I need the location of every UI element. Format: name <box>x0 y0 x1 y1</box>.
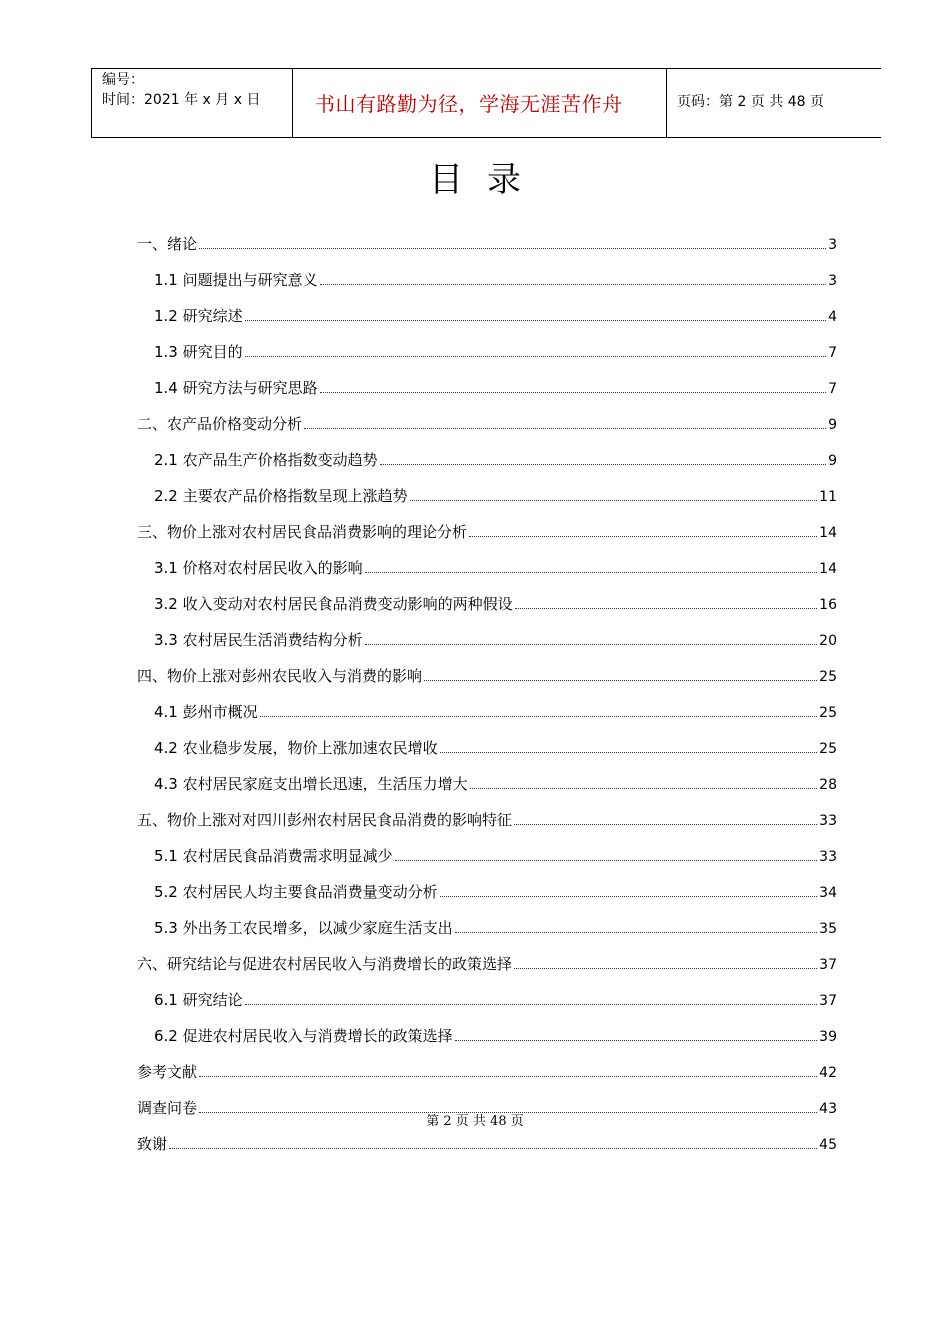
toc-entry[interactable] <box>154 773 837 795</box>
toc-entry-page: 7 <box>828 345 837 361</box>
toc-entry-page: 33 <box>819 849 837 865</box>
toc-leader <box>199 233 826 249</box>
toc-entry-text: 2.2 主要农产品价格指数呈现上涨趋势 <box>154 487 408 505</box>
toc-entry-page: 35 <box>819 921 837 937</box>
serial-number-label: 编号： <box>102 72 144 88</box>
page-number-footer: 第 2 页 共 48 页 <box>426 1114 524 1129</box>
toc-entry-text: 3.1 价格对农村居民收入的影响 <box>154 559 363 577</box>
motto-text: 书山有路勤为径，学海无涯苦作舟 <box>315 92 623 116</box>
toc-entry-page: 25 <box>819 741 837 757</box>
toc-entry-text: 一、绪论 <box>137 235 198 253</box>
toc-entry-text: 五、物价上涨对对四川彭州农村居民食品消费的影响特征 <box>137 811 513 829</box>
toc-entry[interactable] <box>154 701 837 723</box>
toc-leader <box>365 557 818 573</box>
toc-entry-page: 39 <box>819 1029 837 1045</box>
toc-leader <box>304 413 826 429</box>
toc-entry[interactable] <box>137 233 837 255</box>
toc-entry-page: 14 <box>819 561 837 577</box>
toc-leader <box>365 629 818 645</box>
header-meta-cell <box>91 69 293 137</box>
toc-entry-text: 6.2 促进农村居民收入与消费增长的政策选择 <box>154 1027 453 1045</box>
toc-entry-page: 37 <box>819 957 837 973</box>
toc-entry[interactable] <box>154 449 837 471</box>
toc-entry-page: 42 <box>819 1065 837 1081</box>
header-motto-cell <box>293 69 667 137</box>
toc-leader <box>199 1097 817 1113</box>
toc-leader <box>395 845 818 861</box>
toc-entry[interactable] <box>154 917 837 939</box>
toc-leader <box>245 989 818 1005</box>
toc-entry-page: 3 <box>828 273 837 289</box>
toc-leader <box>245 305 826 321</box>
toc-entry-text: 4.1 彭州市概况 <box>154 703 258 721</box>
toc-entry-text: 1.2 研究综述 <box>154 307 243 325</box>
toc-entry-page: 7 <box>828 381 837 397</box>
toc-entry[interactable] <box>137 953 837 975</box>
toc-entry-text: 1.3 研究目的 <box>154 343 243 361</box>
toc-entry[interactable] <box>154 485 837 507</box>
toc-entry-text: 1.1 问题提出与研究意义 <box>154 271 318 289</box>
toc-entry-text: 5.3 外出务工农民增多，以减少家庭生活支出 <box>154 919 453 937</box>
toc-entry[interactable] <box>154 305 837 327</box>
toc-entry-text: 2.1 农产品生产价格指数变动趋势 <box>154 451 378 469</box>
document-header <box>91 68 881 138</box>
toc-entry[interactable] <box>137 413 837 435</box>
toc-entry-text: 1.4 研究方法与研究思路 <box>154 379 318 397</box>
page-title: 目录 <box>429 160 545 200</box>
toc-leader <box>424 665 817 681</box>
toc-entry-page: 3 <box>828 237 837 253</box>
toc-entry-text: 四、物价上涨对彭州农民收入与消费的影响 <box>137 667 423 685</box>
toc-entry[interactable] <box>154 737 837 759</box>
toc-entry-page: 9 <box>828 417 837 433</box>
toc-entry[interactable] <box>137 1133 837 1155</box>
toc-leader <box>320 377 826 393</box>
toc-entry-page: 4 <box>828 309 837 325</box>
toc-leader <box>455 1025 818 1041</box>
toc-entry-text: 二、农产品价格变动分析 <box>137 415 303 433</box>
toc-leader <box>320 269 826 285</box>
toc-entry[interactable] <box>154 377 837 399</box>
toc-leader <box>380 449 826 465</box>
toc-leader <box>514 953 817 969</box>
toc-entry-page: 20 <box>819 633 837 649</box>
toc-entry-page: 25 <box>819 669 837 685</box>
toc-entry-page: 11 <box>819 489 837 505</box>
toc-entry-text: 3.3 农村居民生活消费结构分析 <box>154 631 363 649</box>
toc-entry-text: 致谢 <box>137 1135 168 1153</box>
toc-leader <box>440 881 818 897</box>
toc-entry[interactable] <box>154 341 837 363</box>
toc-leader <box>410 485 818 501</box>
toc-entry-page: 25 <box>819 705 837 721</box>
toc-entry[interactable] <box>154 1025 837 1047</box>
toc-entry-page: 43 <box>819 1101 837 1117</box>
toc-entry-page: 28 <box>819 777 837 793</box>
toc-leader <box>470 773 818 789</box>
toc-entry-text: 5.1 农村居民食品消费需求明显减少 <box>154 847 393 865</box>
toc-entry[interactable] <box>154 269 837 291</box>
toc-entry-text: 3.2 收入变动对农村居民食品消费变动影响的两种假设 <box>154 595 513 613</box>
toc-leader <box>260 701 818 717</box>
toc-leader <box>199 1061 817 1077</box>
toc-entry[interactable] <box>154 629 837 651</box>
toc-leader <box>469 521 817 537</box>
toc-entry-page: 33 <box>819 813 837 829</box>
toc-entry-text: 6.1 研究结论 <box>154 991 243 1009</box>
toc-leader <box>514 809 817 825</box>
toc-entry[interactable] <box>154 989 837 1011</box>
toc-entry[interactable] <box>137 521 837 543</box>
toc-leader <box>169 1133 817 1149</box>
toc-leader <box>245 341 826 357</box>
toc-entry[interactable] <box>154 593 837 615</box>
toc-entry-text: 5.2 农村居民人均主要食品消费量变动分析 <box>154 883 438 901</box>
toc-entry-text: 六、研究结论与促进农村居民收入与消费增长的政策选择 <box>137 955 513 973</box>
toc-entry-page: 16 <box>819 597 837 613</box>
toc-entry-text: 4.2 农业稳步发展，物价上涨加速农民增收 <box>154 739 438 757</box>
toc-leader <box>440 737 818 753</box>
toc-leader <box>515 593 818 609</box>
toc-entry-page: 37 <box>819 993 837 1009</box>
toc-entry-text: 参考文献 <box>137 1063 198 1081</box>
toc-entry-page: 34 <box>819 885 837 901</box>
header-page-cell <box>667 69 881 137</box>
toc-entry[interactable] <box>154 845 837 867</box>
toc-entry[interactable] <box>137 665 837 687</box>
toc-entry[interactable] <box>154 881 837 903</box>
toc-entry-page: 14 <box>819 525 837 541</box>
toc-entry[interactable] <box>154 557 837 579</box>
toc-entry-page: 45 <box>819 1137 837 1153</box>
date-label: 时间：2021 年 x 月 x 日 <box>102 92 261 108</box>
toc-entry-text: 调查问卷 <box>137 1099 198 1117</box>
toc-entry-page: 9 <box>828 453 837 469</box>
toc-entry[interactable] <box>137 809 837 831</box>
toc-entry-text: 三、物价上涨对农村居民食品消费影响的理论分析 <box>137 523 468 541</box>
toc-entry-text: 4.3 农村居民家庭支出增长迅速，生活压力增大 <box>154 775 468 793</box>
toc-leader <box>455 917 818 933</box>
toc-entry[interactable] <box>137 1061 837 1083</box>
page-code-label: 页码：第 2 页 共 48 页 <box>677 94 824 110</box>
